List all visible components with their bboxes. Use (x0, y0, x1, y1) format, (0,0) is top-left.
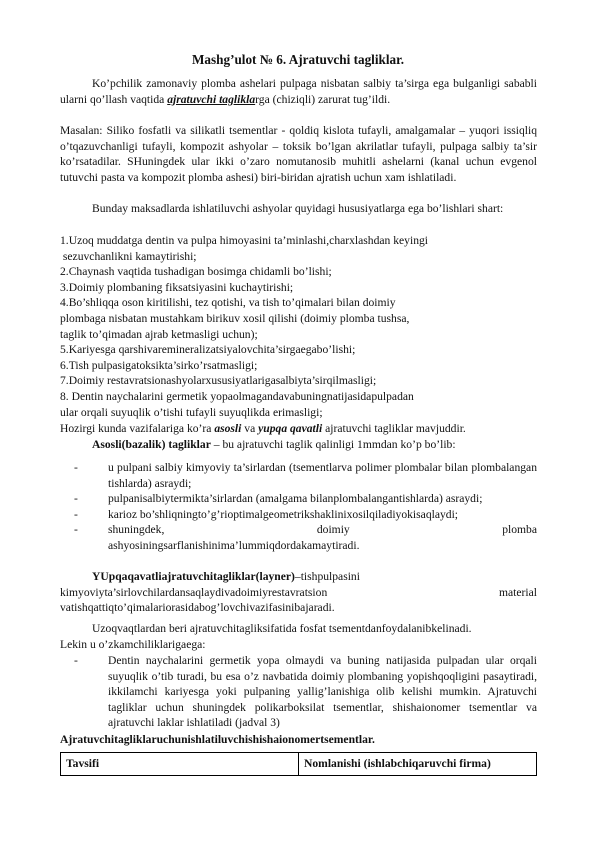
liner-line2 (60, 585, 537, 601)
list-item: - u pulpani salbiy kimyoviy ta’sirlardan (tsementlarva polimer plombalar bilan plombalangan tishlarda) asraydi; (60, 460, 537, 491)
nowadays-line: Uzoqvaqtlardan beri ajratuvchitagliksifatida fosfat tsementdanfoydalanibkelinadi. (92, 622, 472, 635)
page-title: Mashg’ulot № 6. Ajratuvchi tagliklar. (191, 52, 405, 67)
requirement-line: 1.Uzoq muddatga dentin va pulpa himoyasini ta’minlashi,charxlashdan keyingi (60, 234, 429, 247)
liner-line3: vatishqattiqto’qimalariorasidabog’lovchivazifasinibajaradi. (60, 601, 335, 615)
liner-text: material (499, 585, 537, 599)
example-paragraph: Masalan: Siliko fosfatli va silikatli tsementlar - qoldiq kislota tufayli, amalgamalar – yuqori issiqliq o’tqazuvchanligi tufayli, kompozit ashyolar – toksik bo’lgan akrilatlar tufayli, pulpaga salbiy ta’sir ko’rsatadilar. SHuningdek ular ikki o’zaro nomutanosib muhitli ashelarni (kanal uchun evgenol tutuvchi pasta va kompozit plomba ashesi) biri-biridan ajratish uchun xam ishlatiladi. (60, 124, 537, 184)
requirement-line: 3.Doimiy plombaning fiksatsiyasini kuchaytirishi; (60, 280, 294, 294)
requirement-line: plombaga nisbatan mustahkam birikuv xosil qilishi (doimiy plomba tushsa, (60, 311, 410, 325)
list-item: - Dentin naychalarini germetik yopa olmaydi va buning natijasida pulpadan ular orqali suyuqlik o’tib turadi, bu esa o’z navbatida doimiy plombaning yopishqoqligini pasaytiradi, ikkilamchi kariyesga yoki pulpaning yallig’lanishiga olib kelishi mumkin. Ajratuvchi tagliklar uchun shuningdek polikarboksilat tsementlar, shishaionomer tsementlar va ajratuvchi laklar ishlatiladi (jadval 3) (60, 653, 537, 731)
data-table (60, 752, 537, 776)
list-item: - karioz bo’shliqningto’g’rioptimalgeometrikshaklinixosilqiladiyokisaqlaydi; (60, 507, 537, 523)
list-item-line2: ashyosiningsarflanishinima’lummiqdordakamaytiradi. (108, 538, 360, 552)
requirement-line: 4.Bo’shliqqa oson kiritilishi, tez qotishi, va tish to’qimalari bilan doimiy (60, 296, 396, 310)
requirement-line: taglik to’qimadan ajrab ketmasligi uchun); (60, 327, 258, 341)
word: doimiy (316, 523, 350, 537)
current-text-mid: va (241, 422, 259, 435)
current-text: Hozirgi kunda vazifalariga ko’ra (60, 422, 215, 435)
basic-text: – bu ajratuvchi taglik qalinligi 1mmdan ko’p bo’lib: (210, 438, 456, 451)
intro-term: ajratuvchi taglikla (167, 92, 256, 106)
drawbacks-line: Lekin u o’zkamchiliklarigaega: (60, 638, 206, 651)
requirement-line: sezuvchanlikni kamaytirishi; (60, 249, 197, 263)
intro-paragraph (60, 76, 537, 107)
spread-line (108, 522, 537, 538)
requirement-line: ular orqali suyuqlik o’tishi tufayli suyuqlikda erimasligi; (60, 405, 323, 419)
table-header-cell: Nomlanishi (ishlabchiqaruvchi firma) (299, 753, 537, 776)
current-text-end: ajratuvchi tagliklar mavjuddir. (322, 422, 466, 435)
drawbacks-list (60, 653, 537, 731)
liner-term: YUpqaqavatliajratuvchitagliklar(layner) (92, 570, 295, 583)
word: - shuningdek, (108, 523, 165, 537)
intro-text-end: rga (chiziqli) zarurat tug’ildi. (255, 92, 391, 106)
table-header-cell: Tavsifi (61, 753, 299, 776)
word: plomba (502, 523, 537, 537)
basic-liner-line (60, 437, 537, 453)
table-header-row (61, 753, 537, 776)
intro-text: Ko’pchilik zamonaviy plomba ashelari pulpaga nisbatan salbiy ta’sirga ega bulganligi sababli ularni qo’llash vaqtida (60, 77, 537, 106)
liner-paragraph (60, 569, 537, 616)
liner-text: –tishpulpasini (294, 570, 360, 583)
table-caption: Ajratuvchitagliklaruchunishlatiluvchishishaionomertsementlar. (60, 733, 375, 746)
requirement-line: 6.Tish pulpasigatoksikta’sirko’rsatmasligi; (60, 358, 258, 372)
list-item: - pulpanisalbiytermikta’sirlardan (amalgama bilanplombalangantishlarda) asraydi; (60, 491, 537, 507)
term-asosli: asosli (214, 422, 242, 435)
liner-text: kimyoviyta’sirlovchilardansaqlaydivadoimiyrestavratsion (60, 585, 328, 599)
requirements-intro: Bunday maksadlarda ishlatiluvchi ashyolar quyidagi hususiyatlarga ega bo’lishlari shart: (92, 202, 504, 215)
term-yupqa: yupqa qavatli (258, 422, 323, 435)
basic-term: Asosli(bazalik) tagliklar (92, 438, 211, 451)
liner-line1 (60, 569, 537, 585)
current-types-line (60, 421, 537, 437)
requirement-line: 2.Chaynash vaqtida tushadigan bosimga chidamli bo’lishi; (60, 265, 332, 279)
requirement-line: 7.Doimiy restavratsionashyolarxususiyatlarigasalbiyta’sirqilmasligi; (60, 374, 377, 388)
list-item (60, 522, 537, 553)
requirements-list (60, 233, 537, 420)
requirement-line: 5.Kariyesga qarshivaremineralizatsiyalovchita’sirgaegabo’lishi; (60, 343, 356, 357)
basic-items-list (60, 460, 537, 554)
requirement-line: 8. Dentin naychalarini germetik yopaolmagandavabuningnatijasidapulpadan (60, 389, 414, 403)
